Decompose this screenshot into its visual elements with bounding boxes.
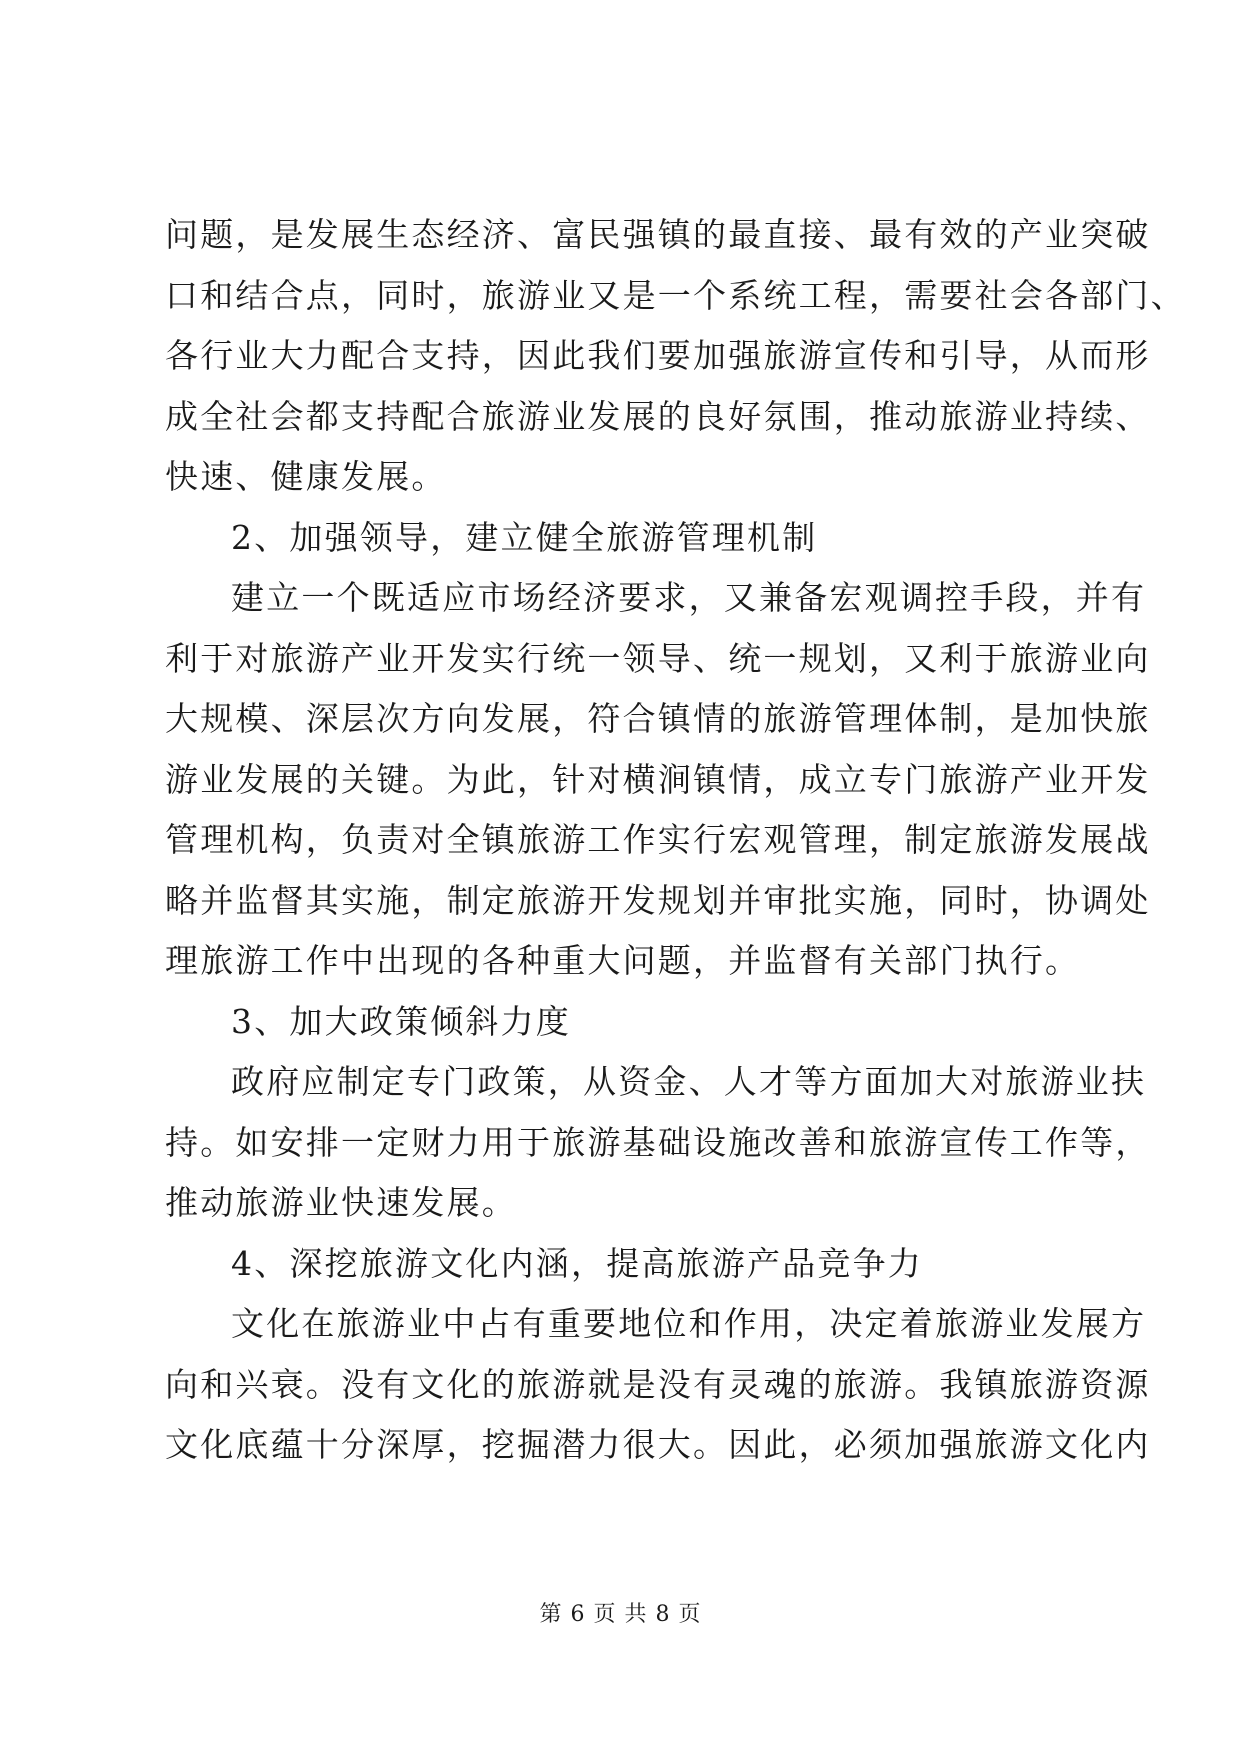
page-number-footer: 第 6 页 共 8 页 <box>539 1602 702 1627</box>
text-line: 各行业大力配合支持，因此我们要加强旅游宣传和引导，从而形 <box>165 336 1151 375</box>
text-line: 建立一个既适应市场经济要求，又兼备宏观调控手段，并有 <box>231 578 1147 617</box>
text-line: 持。如安排一定财力用于旅游基础设施改善和旅游宣传工作等， <box>165 1122 1151 1162</box>
text-line: 成全社会都支持配合旅游业发展的良好氛围，推动旅游业持续、 <box>165 396 1151 436</box>
text-line: 文化底蕴十分深厚，挖掘潜力很大。因此，必须加强旅游文化内 <box>165 1425 1151 1464</box>
text-line: 问题，是发展生态经济、富民强镇的最直接、最有效的产业突破 <box>165 215 1151 254</box>
text-line: 文化在旅游业中占有重要地位和作用，决定着旅游业发展方 <box>231 1304 1147 1343</box>
text-line: 快速、健康发展。 <box>165 457 447 496</box>
text-line: 推动旅游业快速发展。 <box>165 1183 517 1222</box>
text-line: 向和兴衰。没有文化的旅游就是没有灵魂的旅游。我镇旅游资源 <box>165 1364 1151 1404</box>
section-heading: 2、加强领导，建立健全旅游管理机制 <box>231 517 818 557</box>
text-line: 口和结合点，同时，旅游业又是一个系统工程，需要社会各部门、 <box>165 275 1186 315</box>
section-heading: 3、加大政策倾斜力度 <box>231 1001 571 1041</box>
text-line: 政府应制定专门政策，从资金、人才等方面加大对旅游业扶 <box>231 1062 1147 1101</box>
section-heading: 4、深挖旅游文化内涵，提高旅游产品竞争力 <box>231 1243 923 1283</box>
text-line: 略并监督其实施，制定旅游开发规划并审批实施，同时，协调处 <box>165 880 1151 920</box>
text-line: 理旅游工作中出现的各种重大问题，并监督有关部门执行。 <box>165 941 1081 980</box>
text-line: 大规模、深层次方向发展，符合镇情的旅游管理体制，是加快旅 <box>165 699 1151 738</box>
text-line: 管理机构，负责对全镇旅游工作实行宏观管理，制定旅游发展战 <box>165 820 1151 859</box>
text-line: 游业发展的关键。为此，针对横涧镇情，成立专门旅游产业开发 <box>165 759 1151 799</box>
body-text <box>165 205 1186 1476</box>
text-line: 利于对旅游产业开发实行统一领导、统一规划，又利于旅游业向 <box>165 638 1151 678</box>
